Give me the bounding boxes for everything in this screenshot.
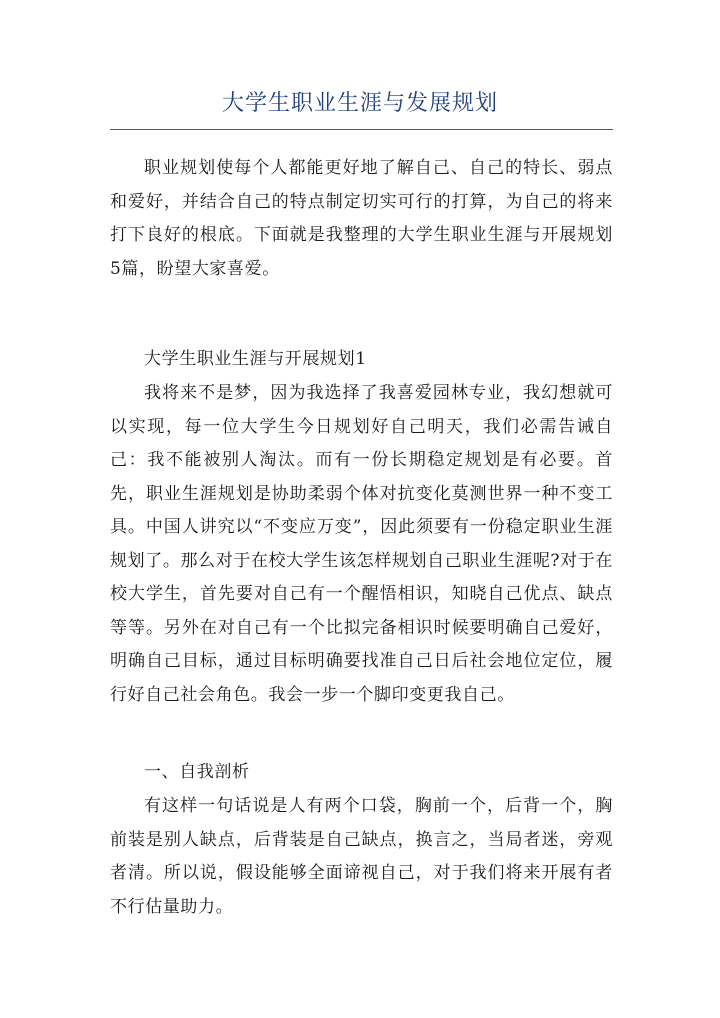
section-paragraph: 我将来不是梦，因为我选择了我喜爱园林专业，我幻想就可以实现，每一位大学生今日规划好自己明天，我们必需告诫自己：我不能被别人淘汰。而有一份长期稳定规划是有必要。首先，职业生涯规划是协助柔弱个体对抗变化莫测世界一种不变工具。中国人讲究以“不变应万变”，因此须要有一份稳定职业生涯规划了。那么对于在校大学生该怎样规划自己职业生涯呢?对于在校大学生，首先要对自己有一个醒悟相识，知晓自己优点、缺点等等。另外在对自己有一个比拟完备相识时候要明确自己爱好，明确自己目标，通过目标明确要找准自己日后社会地位定位，履行好自己社会角色。我会一步一个脚印变更我自己。	[110, 383, 613, 705]
subsection-heading: 一、自我剖析	[144, 762, 250, 782]
subsection-paragraph: 有这样一句话说是人有两个口袋，胸前一个，后背一个，胸前装是别人缺点，后背装是自己缺点，换言之，当局者迷，旁观者清。所以说，假设能够全面谛视自己，对于我们将来开展有者不行估量助力。	[110, 796, 613, 917]
section-heading: 大学生职业生涯与开展规划1	[144, 349, 367, 369]
intro-paragraph: 职业规划使每个人都能更好地了解自己、自己的特长、弱点和爱好，并结合自己的特点制定切实可行的打算，为自己的将来打下良好的根底。下面就是我整理的大学生职业生涯与开展规划5篇，盼望大家喜爱。	[110, 158, 613, 279]
document-title: 大学生职业生涯与发展规划	[221, 91, 498, 116]
title-underline	[110, 129, 613, 130]
